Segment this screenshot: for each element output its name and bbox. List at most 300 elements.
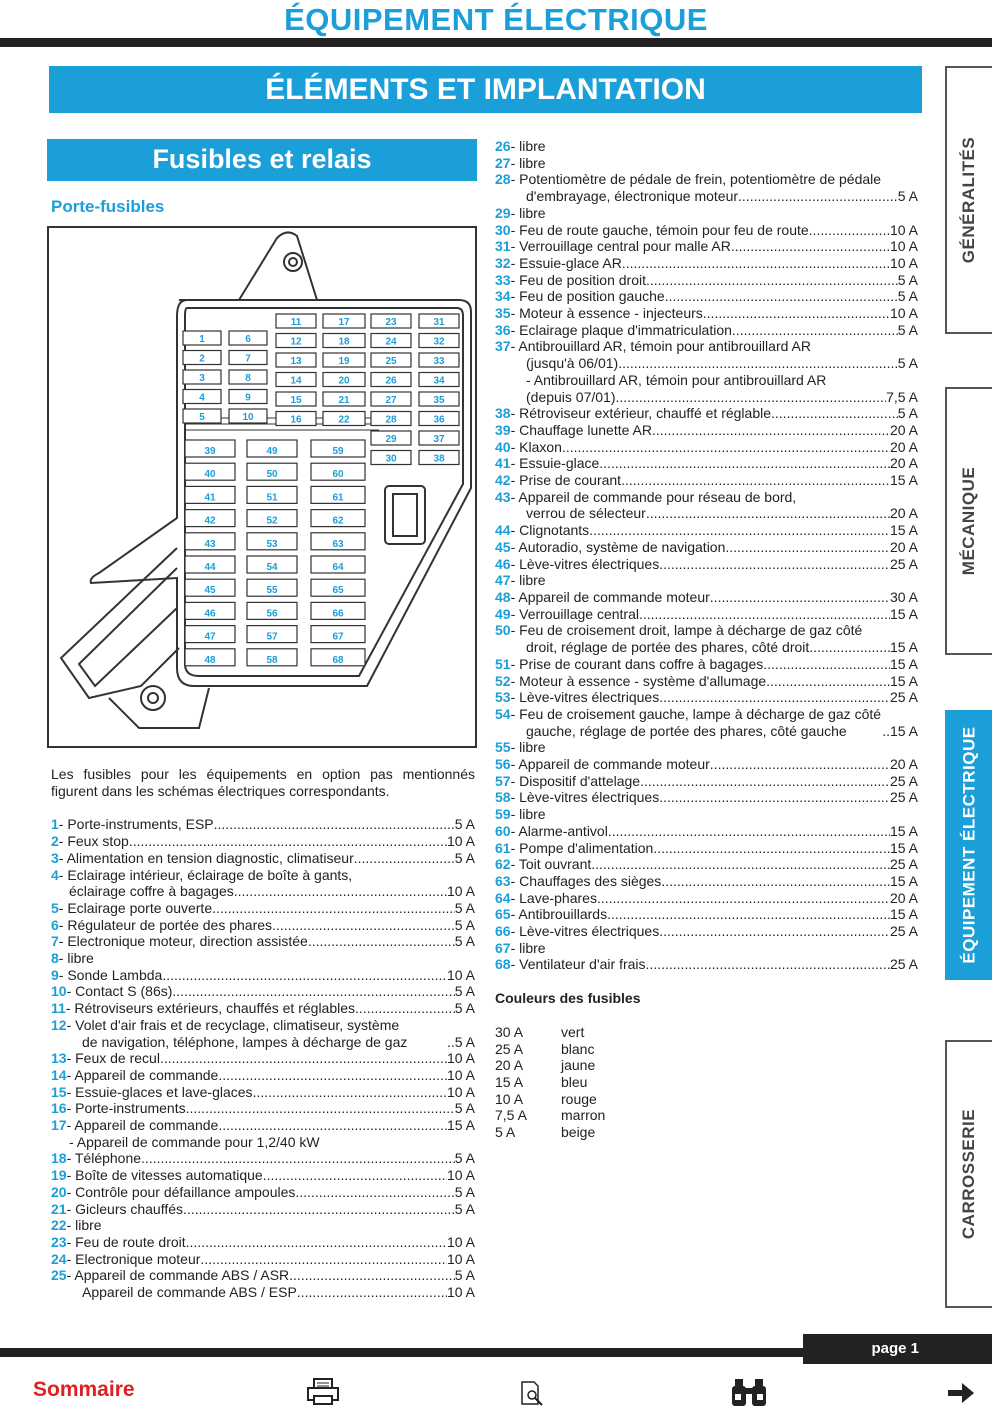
fuse-amperage: 15 A <box>889 472 918 489</box>
fuse-entry <box>51 1084 475 1101</box>
fuse-description: - libre <box>510 939 546 956</box>
fuse-amperage: 25 A <box>889 923 918 940</box>
fuse-slot-number: 60 <box>332 469 344 481</box>
fuse-slot-number: 53 <box>266 538 278 550</box>
dot-leader <box>218 1117 447 1134</box>
fuse-number: 12 <box>51 1016 67 1033</box>
fuse-number: 67 <box>495 939 511 956</box>
fuse-entry <box>51 850 475 867</box>
fuse-description: - Régulateur de portée des phares <box>58 916 273 933</box>
fuse-slot-number: 41 <box>204 492 216 504</box>
fuse-description: - libre <box>510 806 546 823</box>
fuse-slot-number: 63 <box>332 538 344 550</box>
fuse-number: 22 <box>51 1217 67 1234</box>
fuse-number: 49 <box>495 605 511 622</box>
fuse-description: - Appareil de commande moteur <box>510 588 710 605</box>
fuse-colors-table <box>495 1024 918 1141</box>
fuse-box-drawing <box>49 228 475 746</box>
fuse-amperage: 20 A <box>889 756 918 773</box>
fuse-description: - Lève-vitres électriques <box>510 789 660 806</box>
fuse-amperage: 25 A <box>889 956 918 973</box>
tab-mecanique[interactable] <box>945 387 992 655</box>
fuse-number: 25 <box>51 1267 67 1284</box>
fuse-slot-number: 3 <box>199 373 205 384</box>
fuse-amperage: 15 A <box>889 655 918 672</box>
dot-leader <box>809 639 890 656</box>
fuse-description: - Ventilateur d'air frais <box>510 956 646 973</box>
fuse-amperage: 15 A <box>889 906 918 923</box>
fuse-description: - Sonde Lambda <box>58 966 163 983</box>
fuse-amperage: 5 A <box>454 816 475 833</box>
dot-leader <box>212 900 455 917</box>
fuse-description: - Porte-instruments <box>66 1100 186 1117</box>
fuse-slot-number: 17 <box>338 317 350 328</box>
fuse-entry <box>495 288 918 305</box>
fuse-description: éclairage coffre à bagages <box>69 883 234 900</box>
fuse-entry <box>495 255 918 272</box>
fuse-entry <box>495 723 918 740</box>
fuse-description: - Feu de croisement gauche, lampe à décharge de gaz côté <box>510 705 882 722</box>
fuse-number: 59 <box>495 806 511 823</box>
fuse-entry <box>495 773 918 790</box>
fuse-slot-number: 36 <box>433 414 445 426</box>
fuse-entry <box>51 1251 475 1268</box>
fuse-entry <box>495 856 918 873</box>
fuse-slot-number: 1 <box>199 334 205 345</box>
fuse-number: 58 <box>495 789 511 806</box>
fuse-amperage: 10 A <box>446 833 475 850</box>
fuse-description: - Lève-vitres électriques <box>510 923 660 940</box>
next-arrow-icon[interactable] <box>946 1381 976 1410</box>
fuse-entry <box>495 188 918 205</box>
fuse-box-diagram <box>47 226 477 748</box>
fuse-description: - Feu de position droit <box>510 271 646 288</box>
fuse-description: - Lève-vitres électriques <box>510 555 660 572</box>
fuse-amperage: 5 A <box>454 1267 475 1284</box>
fuse-description: - Antibrouillard AR, témoin pour antibrouillard AR <box>526 371 827 388</box>
fuse-amperage: 20 A <box>889 505 918 522</box>
fuse-entry <box>495 622 918 639</box>
fuse-number: 2 <box>51 833 59 850</box>
fuse-color-amperage: 5 A <box>495 1124 516 1141</box>
dot-leader <box>160 1050 447 1067</box>
fuse-entry <box>495 673 918 690</box>
fuse-slot-number: 25 <box>385 356 397 367</box>
fuse-entry <box>495 372 918 389</box>
fuse-entry <box>51 1000 475 1017</box>
fuse-description: - Appareil de commande <box>66 1066 219 1083</box>
fuse-number: 64 <box>495 889 511 906</box>
fuse-slot-number: 21 <box>338 395 350 406</box>
fuse-amperage: 5 A <box>897 271 918 288</box>
dot-leader <box>771 405 898 422</box>
fuse-color-name: rouge <box>561 1090 597 1107</box>
fuse-description: - Boîte de vitesses automatique <box>66 1167 263 1184</box>
fuse-number: 17 <box>51 1117 67 1134</box>
fuse-amperage: 10 A <box>446 1050 475 1067</box>
fuse-entry <box>495 305 918 322</box>
fuse-description: - libre <box>510 204 546 221</box>
fuse-description: - Eclairage plaque d'immatriculation <box>510 321 732 338</box>
dot-leader <box>652 422 890 439</box>
fuse-slot-number: 5 <box>199 412 205 423</box>
fuse-description: - Feux de recul <box>66 1050 160 1067</box>
dot-leader <box>659 923 890 940</box>
fuse-number: 66 <box>495 923 511 940</box>
fuse-number: 55 <box>495 739 511 756</box>
fuse-slot-number: 34 <box>433 375 445 387</box>
page-number: page 1 <box>803 1334 992 1364</box>
fuse-number: 68 <box>495 956 511 973</box>
tab-generalites[interactable] <box>945 66 992 334</box>
fuse-slot-number: 24 <box>385 336 397 348</box>
fuse-amperage: 5 A <box>454 1183 475 1200</box>
fuse-amperage: 15 A <box>889 872 918 889</box>
fuse-number: 45 <box>495 538 511 555</box>
fuse-description: - Clignotants <box>510 522 590 539</box>
fuse-description: - Dispositif d'attelage <box>510 772 641 789</box>
fuse-number: 54 <box>495 705 511 722</box>
fuse-description: verrou de sélecteur <box>526 505 646 522</box>
fuse-description: - Antibrouillard AR, témoin pour antibrouillard AR <box>510 338 811 355</box>
fuse-entry <box>495 940 918 957</box>
fuse-slot-number: 49 <box>266 446 278 457</box>
dot-leader <box>646 956 890 973</box>
fuse-number: 40 <box>495 438 511 455</box>
fuse-entry <box>495 205 918 222</box>
fuse-amperage: 20 A <box>889 455 918 472</box>
fuse-number: 65 <box>495 906 511 923</box>
tab-label: CARROSSERIE <box>959 1108 979 1240</box>
fuse-slot-number: 30 <box>385 453 397 465</box>
fuse-description: - Appareil de commande pour réseau de bord, <box>510 488 797 505</box>
fuse-amperage: 10 A <box>446 966 475 983</box>
fuse-color-amperage: 20 A <box>495 1057 524 1074</box>
dot-leader <box>186 1100 455 1117</box>
fuse-number: 30 <box>495 221 511 238</box>
fuse-description: - libre <box>510 739 546 756</box>
fuse-slot-number: 61 <box>332 492 344 504</box>
fuse-amperage: ..15 A <box>882 722 918 739</box>
dot-leader <box>646 272 898 289</box>
fuse-description: - Eclairage intérieur, éclairage de boîte à gants, <box>58 866 353 883</box>
fuse-amperage: 15 A <box>889 839 918 856</box>
fuse-number: 3 <box>51 849 59 866</box>
fuse-entry <box>495 956 918 973</box>
fuse-number: 56 <box>495 756 511 773</box>
dot-leader <box>703 305 890 322</box>
fuse-slot-number: 59 <box>332 446 344 457</box>
tab-equipement-electrique[interactable] <box>945 710 992 980</box>
fuse-amperage: 25 A <box>889 789 918 806</box>
fuse-description: - Electronique moteur <box>66 1250 201 1267</box>
dot-leader <box>763 656 890 673</box>
fuse-amperage: 15 A <box>889 639 918 656</box>
fuse-entry <box>51 1017 475 1034</box>
fuse-color-row <box>495 1074 918 1091</box>
fuse-color-name: bleu <box>561 1073 588 1090</box>
dot-leader <box>297 1284 447 1301</box>
fuse-amperage: 10 A <box>446 1167 475 1184</box>
fuse-slot-number: 22 <box>338 414 350 426</box>
fuse-entry <box>51 1284 475 1301</box>
fuse-entry <box>495 455 918 472</box>
fuse-amperage: 5 A <box>454 983 475 1000</box>
fuse-number: 20 <box>51 1183 67 1200</box>
dot-leader <box>659 789 890 806</box>
fuse-entry <box>51 1150 475 1167</box>
fuse-entry <box>51 1050 475 1067</box>
fuse-amperage: 10 A <box>446 883 475 900</box>
fuse-number: 19 <box>51 1167 67 1184</box>
fuse-number: 50 <box>495 622 511 639</box>
printer-icon[interactable] <box>306 1378 340 1411</box>
dot-leader <box>661 873 890 890</box>
fuse-description: de navigation, téléphone, lampes à décharge de gaz <box>82 1033 408 1050</box>
fuse-number: 6 <box>51 916 59 933</box>
fuse-slot-number: 52 <box>266 515 278 527</box>
dot-leader <box>200 1251 447 1268</box>
fuse-description: - Volet d'air frais et de recyclage, climatiseur, système <box>66 1016 400 1033</box>
fuse-amperage: 5 A <box>454 933 475 950</box>
fuse-entry <box>495 923 918 940</box>
dot-leader <box>141 1150 455 1167</box>
fuse-entry <box>51 1234 475 1251</box>
fuse-amperage: 15 A <box>889 522 918 539</box>
fuse-number: 47 <box>495 572 511 589</box>
tab-label: GÉNÉRALITÉS <box>959 136 979 264</box>
fuse-entry <box>495 689 918 706</box>
dot-leader <box>599 455 890 472</box>
fuse-description: - Contrôle pour défaillance ampoules <box>66 1183 296 1200</box>
fuse-slot-number: 27 <box>385 395 397 406</box>
fuse-number: 52 <box>495 672 511 689</box>
fuse-entry <box>495 238 918 255</box>
fuse-description: - Autoradio, système de navigation <box>510 538 726 555</box>
fuse-description: - Pompe d'alimentation <box>510 839 654 856</box>
fuse-entry <box>51 1100 475 1117</box>
fuse-number: 42 <box>495 472 511 489</box>
fuse-number: 4 <box>51 866 59 883</box>
fuse-slot-number: 58 <box>266 654 278 666</box>
dot-leader <box>289 1267 455 1284</box>
fuse-amperage: 5 A <box>454 916 475 933</box>
dot-leader <box>562 439 890 456</box>
fuse-description: - libre <box>510 572 546 589</box>
fuse-slot-number: 47 <box>204 631 216 643</box>
fuse-number: 60 <box>495 822 511 839</box>
fuse-number: 28 <box>495 171 511 188</box>
fuse-amperage: 15 A <box>446 1117 475 1134</box>
fuse-slot-number: 48 <box>204 654 216 666</box>
fuse-entry <box>495 355 918 372</box>
fuse-entry <box>495 389 918 406</box>
fuse-entry <box>495 789 918 806</box>
dot-leader <box>639 606 890 623</box>
fuse-entry <box>51 933 475 950</box>
dot-leader <box>607 906 890 923</box>
fuse-description: - Porte-instruments, ESP <box>58 816 214 833</box>
tab-label: MÉCANIQUE <box>959 466 979 576</box>
dot-leader <box>809 222 890 239</box>
fuse-entry <box>495 806 918 823</box>
fuse-amperage: 20 A <box>889 438 918 455</box>
fuse-amperage: 10 A <box>446 1284 475 1301</box>
dot-leader <box>731 238 890 255</box>
fuse-description: - Alimentation en tension diagnostic, climatiseur <box>58 849 354 866</box>
fuse-entry <box>495 405 918 422</box>
fuse-number: 26 <box>495 138 511 154</box>
fuse-slot-number: 64 <box>332 562 344 573</box>
fuse-amperage: 10 A <box>446 1083 475 1100</box>
dot-leader <box>732 322 898 339</box>
fuse-amperage: 5 A <box>897 321 918 338</box>
fuse-entry <box>51 1067 475 1084</box>
fuse-number: 37 <box>495 338 511 355</box>
fuse-slot-number: 15 <box>290 395 302 406</box>
fuse-description: Appareil de commande ABS / ESP <box>82 1284 297 1301</box>
fuse-slot-number: 14 <box>290 375 302 387</box>
fuse-amperage: 30 A <box>889 588 918 605</box>
fuse-number: 53 <box>495 689 511 706</box>
fuse-description: - Lave-phares <box>510 889 597 906</box>
fuse-amperage: 5 A <box>897 355 918 372</box>
fuse-slot-number: 38 <box>433 453 445 465</box>
fuse-number: 11 <box>51 1000 66 1017</box>
fuse-slot-number: 6 <box>245 334 251 345</box>
tab-carrosserie[interactable] <box>945 1040 992 1308</box>
fuse-color-row <box>495 1107 918 1124</box>
fuse-entry <box>51 1134 475 1151</box>
fuse-description: - Prise de courant dans coffre à bagages <box>510 655 764 672</box>
sommaire-link[interactable]: Sommaire <box>33 1378 135 1401</box>
fuse-entry <box>495 639 918 656</box>
fuse-slot-number: 56 <box>266 608 278 620</box>
fuse-slot-number: 35 <box>433 395 445 406</box>
fuse-amperage: 15 A <box>889 605 918 622</box>
dot-leader <box>589 522 890 539</box>
fuse-amperage: 25 A <box>889 555 918 572</box>
dot-leader <box>263 1167 447 1184</box>
fuse-slot-number: 8 <box>245 373 251 384</box>
fuse-amperage: 5 A <box>897 188 918 205</box>
fuse-slot-number: 26 <box>385 375 397 387</box>
fuse-slot-number: 23 <box>385 317 397 328</box>
fuse-number: 21 <box>51 1200 67 1217</box>
fuse-entry <box>51 967 475 984</box>
fuse-entry <box>495 322 918 339</box>
dot-leader <box>295 1184 454 1201</box>
fuse-amperage: 10 A <box>889 221 918 238</box>
fuse-entry <box>495 222 918 239</box>
fuse-color-row <box>495 1057 918 1074</box>
fuse-entry <box>495 439 918 456</box>
fuse-entry <box>51 1117 475 1134</box>
fuse-number: 24 <box>51 1250 67 1267</box>
left-column <box>51 766 475 1301</box>
fuse-amperage: 25 A <box>889 856 918 873</box>
fuse-entry <box>495 522 918 539</box>
fuse-color-name: marron <box>561 1107 606 1124</box>
fuse-amperage: 20 A <box>889 889 918 906</box>
fuse-amperage: 10 A <box>446 1233 475 1250</box>
fuse-slot-number: 68 <box>332 654 344 666</box>
fuse-entry <box>51 1034 475 1051</box>
fuse-slot-number: 33 <box>433 356 445 367</box>
fuse-entry <box>495 756 918 773</box>
fuse-slot-number: 67 <box>332 631 344 643</box>
dot-leader <box>622 255 890 272</box>
fuse-number: 34 <box>495 288 511 305</box>
fuse-description: d'embrayage, électronique moteur <box>526 188 739 205</box>
fuse-entry <box>495 656 918 673</box>
fuse-entry <box>495 338 918 355</box>
fuse-number: 10 <box>51 983 67 1000</box>
section-banner: ÉLÉMENTS ET IMPLANTATION <box>49 66 922 113</box>
fuse-amperage: 10 A <box>889 238 918 255</box>
fuse-list-right <box>495 138 918 973</box>
fuse-description: - Appareil de commande pour 1,2/40 kW <box>69 1133 320 1150</box>
dot-leader <box>129 833 447 850</box>
fuse-description: (jusqu'à 06/01) <box>526 355 619 372</box>
document-search-icon[interactable] <box>520 1380 546 1413</box>
fuse-entry <box>51 900 475 917</box>
fuse-entry <box>495 739 918 756</box>
dot-leader <box>766 673 890 690</box>
dot-leader <box>738 188 898 205</box>
fuse-number: 38 <box>495 405 511 422</box>
fuse-number: 48 <box>495 588 511 605</box>
dot-leader <box>354 850 455 867</box>
fuse-entry <box>51 1201 475 1218</box>
fuse-slot-number: 9 <box>245 392 251 404</box>
fuse-number: 57 <box>495 772 511 789</box>
fuse-entry <box>51 983 475 1000</box>
fuse-entry <box>495 556 918 573</box>
fuse-number: 16 <box>51 1100 67 1117</box>
fuse-number: 62 <box>495 856 511 873</box>
binoculars-icon[interactable] <box>730 1376 768 1413</box>
fuse-color-row <box>495 1124 918 1141</box>
fuse-description: - libre <box>510 138 546 154</box>
fuse-slot-number: 43 <box>204 538 216 550</box>
fuse-description: - Gicleurs chauffés <box>66 1200 184 1217</box>
fuse-number: 14 <box>51 1066 67 1083</box>
footer-divider <box>0 1348 803 1357</box>
fuse-color-row <box>495 1024 918 1041</box>
fuse-entry <box>495 873 918 890</box>
fuse-colors-heading: Couleurs des fusibles <box>495 990 641 1007</box>
fuse-slot-number: 28 <box>385 414 397 426</box>
fuse-color-amperage: 25 A <box>495 1040 524 1057</box>
fuse-color-amperage: 15 A <box>495 1073 524 1090</box>
fuse-number: 44 <box>495 522 511 539</box>
fuse-description: - Verrouillage central pour malle AR <box>510 238 731 255</box>
fuse-amperage: 15 A <box>889 822 918 839</box>
fuse-amperage: 25 A <box>889 689 918 706</box>
dot-leader <box>608 823 890 840</box>
fuse-description: - Appareil de commande ABS / ASR <box>66 1267 290 1284</box>
fuse-slot-number: 65 <box>332 585 344 597</box>
page-header-title: ÉQUIPEMENT ÉLECTRIQUE <box>284 2 708 37</box>
dot-leader <box>591 856 890 873</box>
fuse-description: - Téléphone <box>66 1150 142 1167</box>
fuse-entry <box>51 1167 475 1184</box>
fuse-number: 5 <box>51 899 59 916</box>
fuse-slot-number: 12 <box>290 336 302 348</box>
fuse-description: - libre <box>510 154 546 171</box>
fuse-amperage: 20 A <box>889 538 918 555</box>
